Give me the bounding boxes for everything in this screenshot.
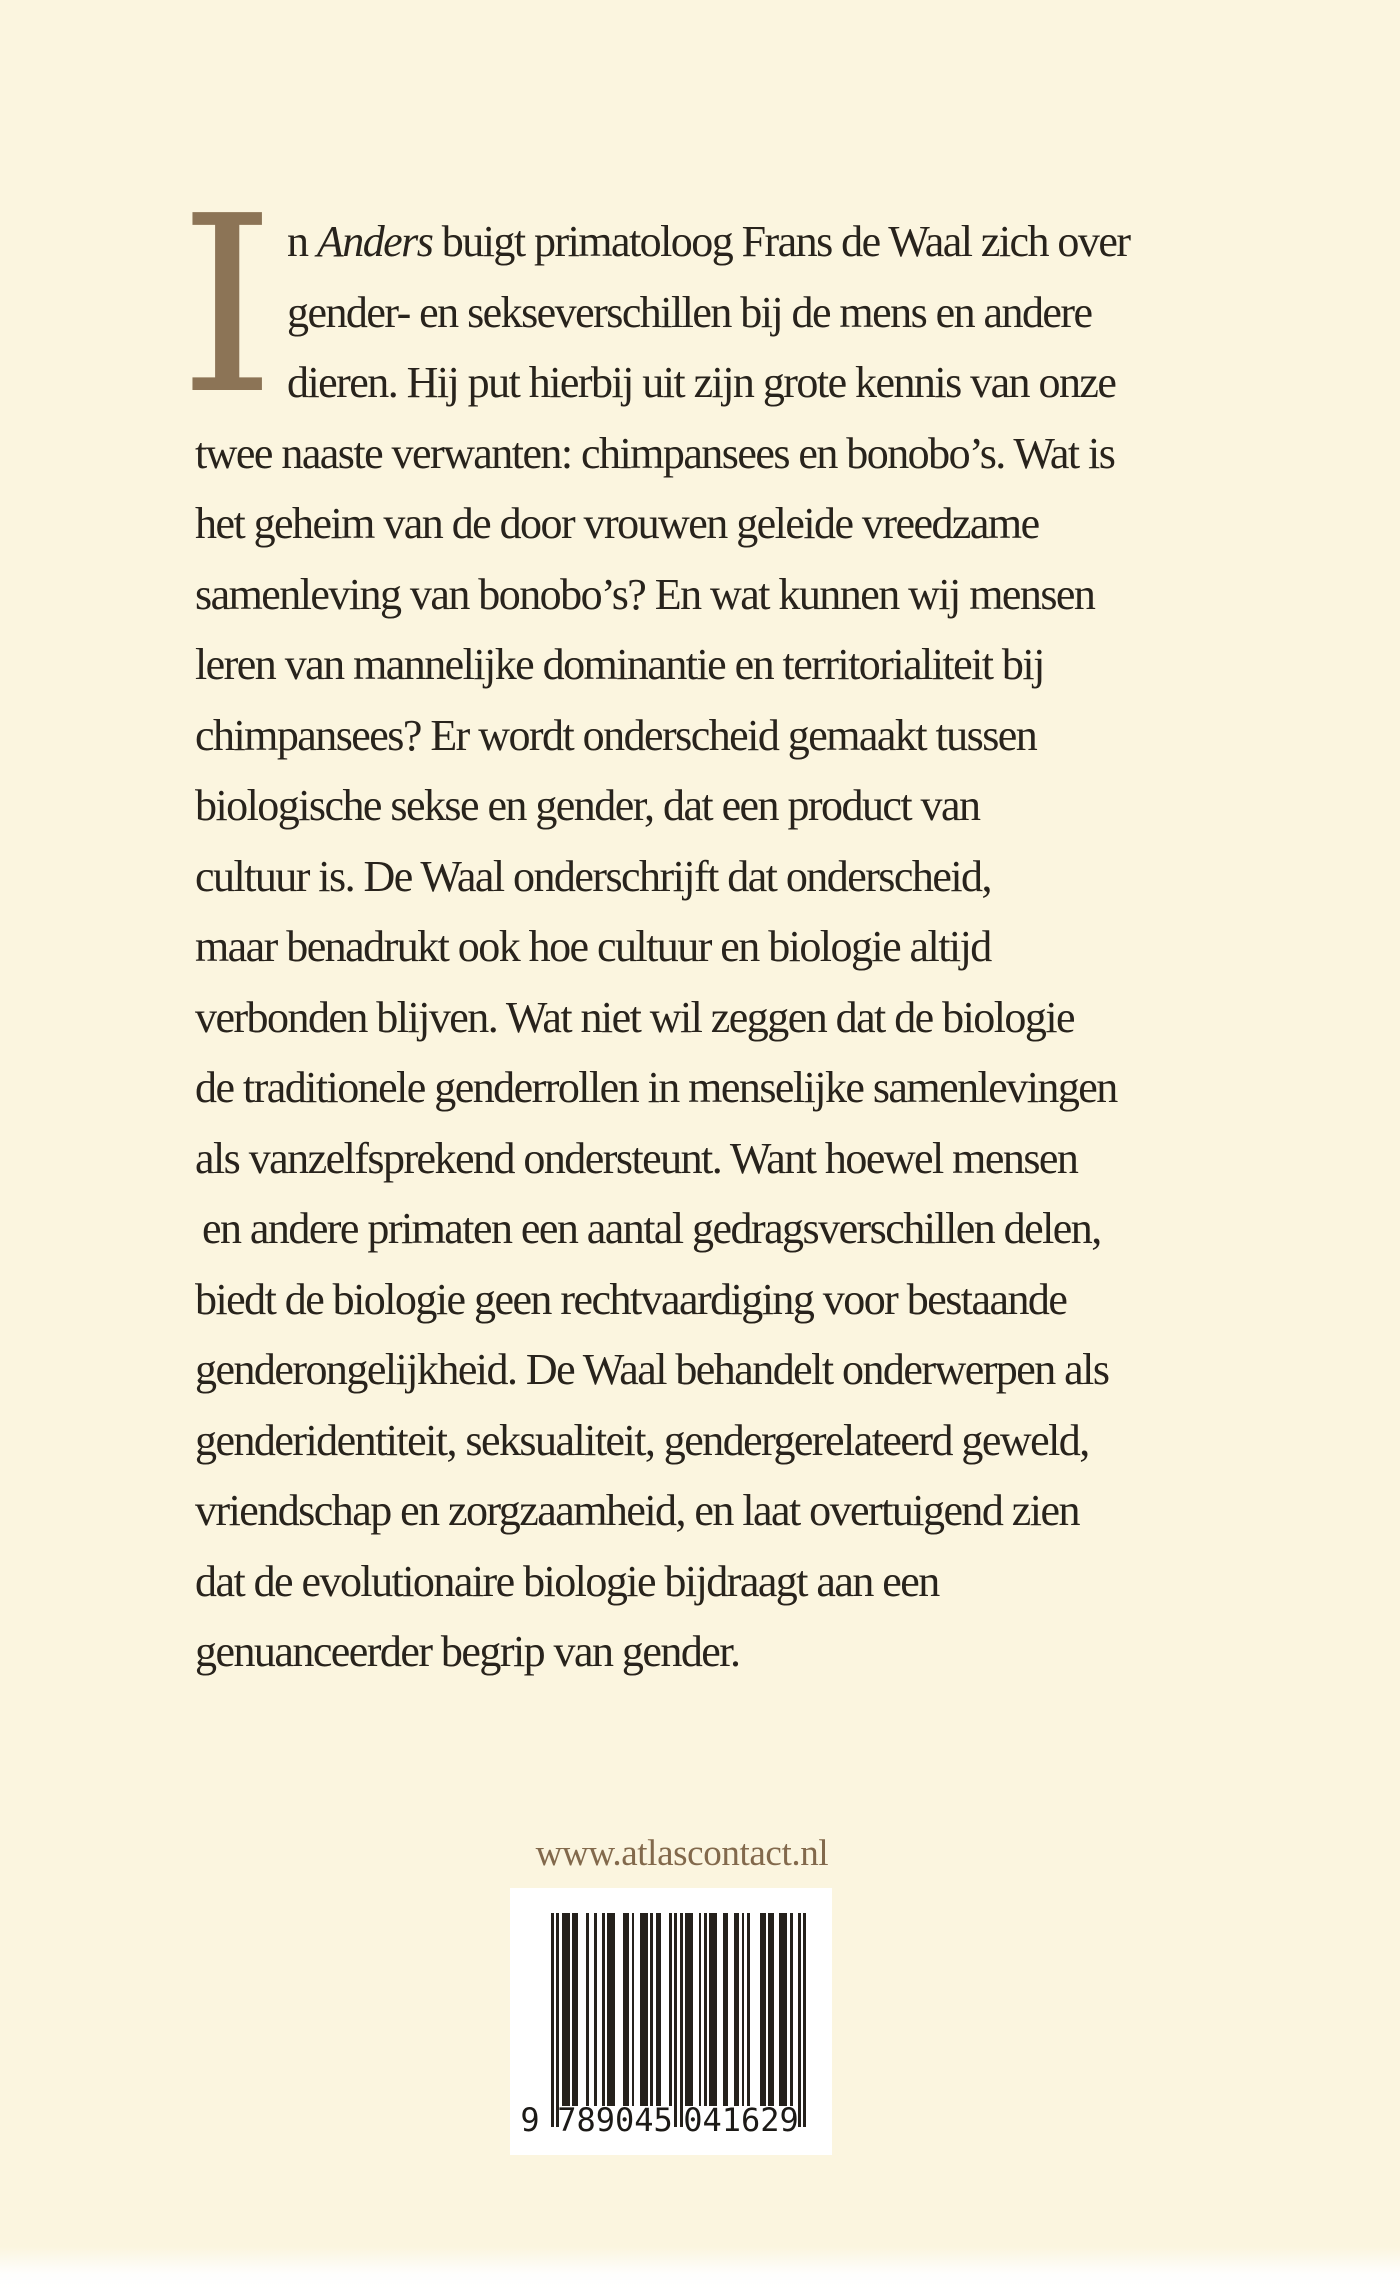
- barcode-bar: [656, 1913, 661, 2106]
- blurb-line: dieren. Hij put hierbij uit zijn grote kennis van onze: [287, 358, 1116, 407]
- blurb-line1-book-title: Anders: [316, 217, 433, 266]
- blurb-line: [195, 207, 1225, 278]
- barcode-bar: [734, 1913, 739, 2106]
- barcode-bar: [640, 1913, 648, 2106]
- barcode-bar: [594, 1913, 597, 2106]
- publisher-url-text: www.atlascontact.nl: [535, 1833, 829, 1874]
- blurb-line: chimpansees? Er wordt onderscheid gemaakt tussen: [195, 710, 1037, 760]
- blurb-line: en andere primaten een aantal gedragsverschillen delen,: [202, 1204, 1101, 1253]
- barcode-bar: [572, 1913, 577, 2106]
- barcode-bar: [704, 1913, 707, 2106]
- barcode-bar: [562, 1913, 570, 2106]
- barcode-bar: [709, 1913, 717, 2106]
- barcode-digits-group2: 041629: [683, 2101, 799, 2139]
- blurb-line: als vanzelfsprekend ondersteunt. Want hoewel mensen: [195, 1133, 1078, 1183]
- barcode-bar: [623, 1913, 628, 2106]
- barcode-guard-bar: [551, 1913, 554, 2127]
- blurb-line: twee naaste verwanten: chimpansees en bonobo’s. Wat is: [195, 428, 1115, 478]
- barcode-bars: [551, 1913, 806, 2128]
- blurb-line1-suffix: buigt primatoloog Frans de Waal zich over: [432, 217, 1130, 266]
- blurb-line: samenleving van bonobo’s? En wat kunnen wij mensen: [195, 569, 1095, 619]
- barcode-guard-bar: [680, 1913, 683, 2127]
- barcode-guard-bar: [803, 1913, 806, 2127]
- blurb-line: leren van mannelijke dominantie en territorialiteit bij: [195, 640, 1044, 689]
- barcode-digit-prefix: 9: [520, 2101, 540, 2139]
- barcode-bar: [669, 1913, 672, 2106]
- barcode-guard-bar: [674, 1913, 677, 2127]
- blurb-line: het geheim van de door vrouwen geleide vreedzame: [195, 499, 1039, 548]
- barcode-bar: [742, 1913, 745, 2106]
- page-bottom-edge: [0, 2247, 1400, 2289]
- blurb-line: genderidentiteit, seksualiteit, gendergerelateerd geweld,: [195, 1415, 1089, 1465]
- barcode-bar: [760, 1913, 765, 2106]
- blurb-line: verbonden blijven. Wat niet wil zeggen dat de biologie: [195, 992, 1074, 1042]
- barcode-digits-group1: 789045: [557, 2101, 673, 2139]
- barcode: [510, 1888, 832, 2155]
- barcode-bar: [699, 1913, 702, 2106]
- blurb-line: biedt de biologie geen rechtvaardiging voor bestaande: [195, 1274, 1067, 1324]
- dropcap-initial: I: [179, 164, 276, 448]
- blurb-line: maar benadrukt ook hoe cultuur en biologie altijd: [195, 922, 991, 971]
- blurb-line1-prefix: n: [287, 217, 317, 266]
- barcode-guard-bar: [798, 1913, 801, 2127]
- blurb-line: vriendschap en zorgzaamheid, en laat overtuigend zien: [195, 1486, 1079, 1535]
- blurb-line: genuanceerder begrip van gender.: [195, 1627, 740, 1676]
- blurb-paragraph: [195, 207, 1225, 1688]
- blurb-line: genderongelijkheid. De Waal behandelt onderwerpen als: [195, 1345, 1109, 1394]
- blurb-line: biologische sekse en gender, dat een product van: [195, 781, 980, 830]
- barcode-bar: [768, 1913, 773, 2106]
- barcode-bar: [779, 1913, 787, 2106]
- blurb-line: gender- en sekseverschillen bij de mens en andere: [287, 287, 1092, 337]
- barcode-bar: [790, 1913, 793, 2106]
- publisher-url: [2, 1834, 1362, 1874]
- barcode-bar: [685, 1913, 693, 2106]
- barcode-bar: [586, 1913, 589, 2106]
- barcode-bar: [650, 1913, 653, 2106]
- barcode-guard-bar: [556, 1913, 559, 2127]
- blurb-line: de traditionele genderrollen in menselijke samenlevingen: [195, 1063, 1117, 1112]
- barcode-bar: [602, 1913, 605, 2106]
- blurb-line: dat de evolutionaire biologie bijdraagt aan een: [195, 1556, 939, 1606]
- barcode-bar: [632, 1913, 635, 2106]
- barcode-bar: [723, 1913, 728, 2106]
- barcode-bar: [747, 1913, 750, 2106]
- blurb-line: cultuur is. De Waal onderschrijft dat onderscheid,: [195, 851, 991, 901]
- barcode-bar: [607, 1913, 615, 2106]
